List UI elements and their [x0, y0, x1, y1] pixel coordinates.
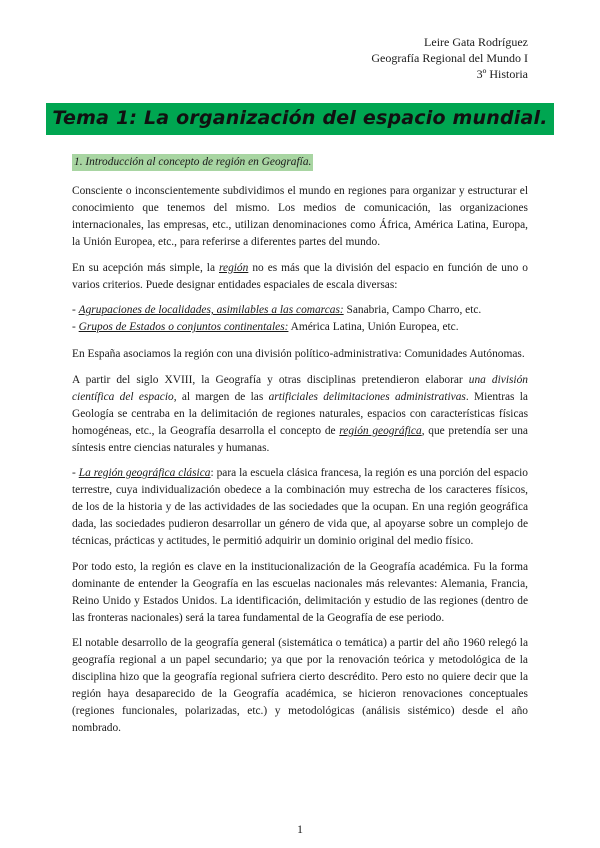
paragraph-4-text-b: , al margen de las	[173, 390, 269, 403]
author-name: Leire Gata Rodríguez	[424, 35, 528, 49]
list-item-text: América Latina, Unión Europea, etc.	[288, 321, 459, 333]
paragraph-6: Por todo esto, la región es clave en la institucionalización de la Geografía académica. Fu la forma dominante de entender la Geografía en las escuelas nacionales más relevantes: Alemania, Francia, Reino Unido y Estados Unidos. La identificación, delimitación y estudio de las regiones (dentro de las fronteras nacionales) será la tarea fundamental de la Geografía de ese periodo.	[72, 560, 528, 624]
paragraph-5-text: : para la escuela clásica francesa, la región es una porción del espacio terrestre, cuya individualización obedece a la combinación muy estrecha de los caracteres físicos, de los de la historia y de las actividades de las sociedades que la ocupan. En una región geográfica dada, las sociedades pudieron desarrollar un género de vida que, al apoyarse sobre un complejo de técnicas, prácticas y actitudes, le permitió adquirir un dominio original del medio físico.	[72, 467, 528, 547]
term-region: región	[219, 261, 249, 274]
italic-phrase-2: artificiales delimitaciones administrativas	[268, 390, 466, 403]
document-title: Tema 1: La organización del espacio mundial.	[46, 103, 553, 135]
italic-phrase-1: una división científica del espacio	[72, 373, 528, 403]
title-container	[0, 103, 600, 135]
paragraph-2	[72, 260, 528, 294]
list-item	[72, 302, 528, 319]
paragraph-5	[72, 465, 528, 550]
paragraph-1: Consciente o inconscientemente subdividimos el mundo en regiones para organizar y estructurar el conocimiento que tenemos del mismo. Los medios de comunicación, las organizaciones internacionales, las empresas, etc., utilizan denominaciones como África, América Latina, Europa, la Unión Europea, etc., para referirse a diferentes partes del mundo.	[72, 185, 528, 248]
course-year: 3º Historia	[476, 67, 528, 81]
list-item-label: Agrupaciones de localidades, asimilables a las comarcas:	[78, 304, 344, 316]
page-number: 1	[297, 822, 303, 836]
term-region-clasica: La región geográfica clásica	[78, 467, 211, 479]
list-dash: -	[72, 304, 79, 316]
paragraph-4-text-c: . Mientras la Geología se centraba en la delimitación de regiones naturales, espacios con características físicas homogéneas, etc., la Geografía desarrolla el concepto de	[72, 390, 528, 437]
course-name: Geografía Regional del Mundo I	[371, 51, 528, 65]
paragraph-7: El notable desarrollo de la geografía general (sistemática o temática) a partir del año 1960 relegó la geografía regional a un papel secundario; ya que por la renovación teórica y metodológica de la disciplina hizo que la geografía regional sufriera cierto descrédito. Pero esto no quiere decir que la región haya desaparecido de la Geografía académica, se hicieron renovaciones conceptuales (regiones funcionales, polarizadas, etc.) y metodológicas (análisis sistémico) desde el año nombrado.	[72, 637, 528, 734]
examples-list	[72, 302, 528, 336]
paragraph-2-text-b: no es más que la división del espacio en función de uno o varios criterios. Puede designar entidades espaciales de escala diversas:	[72, 261, 528, 291]
paragraph-5-dash: -	[72, 467, 79, 479]
section-heading: 1. Introducción al concepto de región en Geografía.	[72, 154, 313, 171]
paragraph-3: En España asociamos la región con una división político-administrativa: Comunidades Autónomas.	[72, 348, 525, 360]
paragraph-4	[72, 372, 528, 457]
term-region-geografica: región geográfica	[339, 424, 422, 437]
paragraph-4-text-a: A partir del siglo XVIII, la Geografía y otras disciplinas pretendieron elaborar	[72, 373, 469, 386]
paragraph-2-text-a: En su acepción más simple, la	[72, 261, 219, 274]
list-item	[72, 319, 528, 336]
paragraph-4-text-d: , que pretendía ser una síntesis entre ciencias naturales y humanas.	[72, 424, 528, 454]
document-body	[72, 154, 528, 746]
page-header	[371, 34, 528, 82]
list-item-label: Grupos de Estados o conjuntos continentales:	[78, 321, 289, 333]
list-dash: -	[72, 321, 79, 333]
list-item-text: Sanabria, Campo Charro, etc.	[343, 304, 482, 316]
